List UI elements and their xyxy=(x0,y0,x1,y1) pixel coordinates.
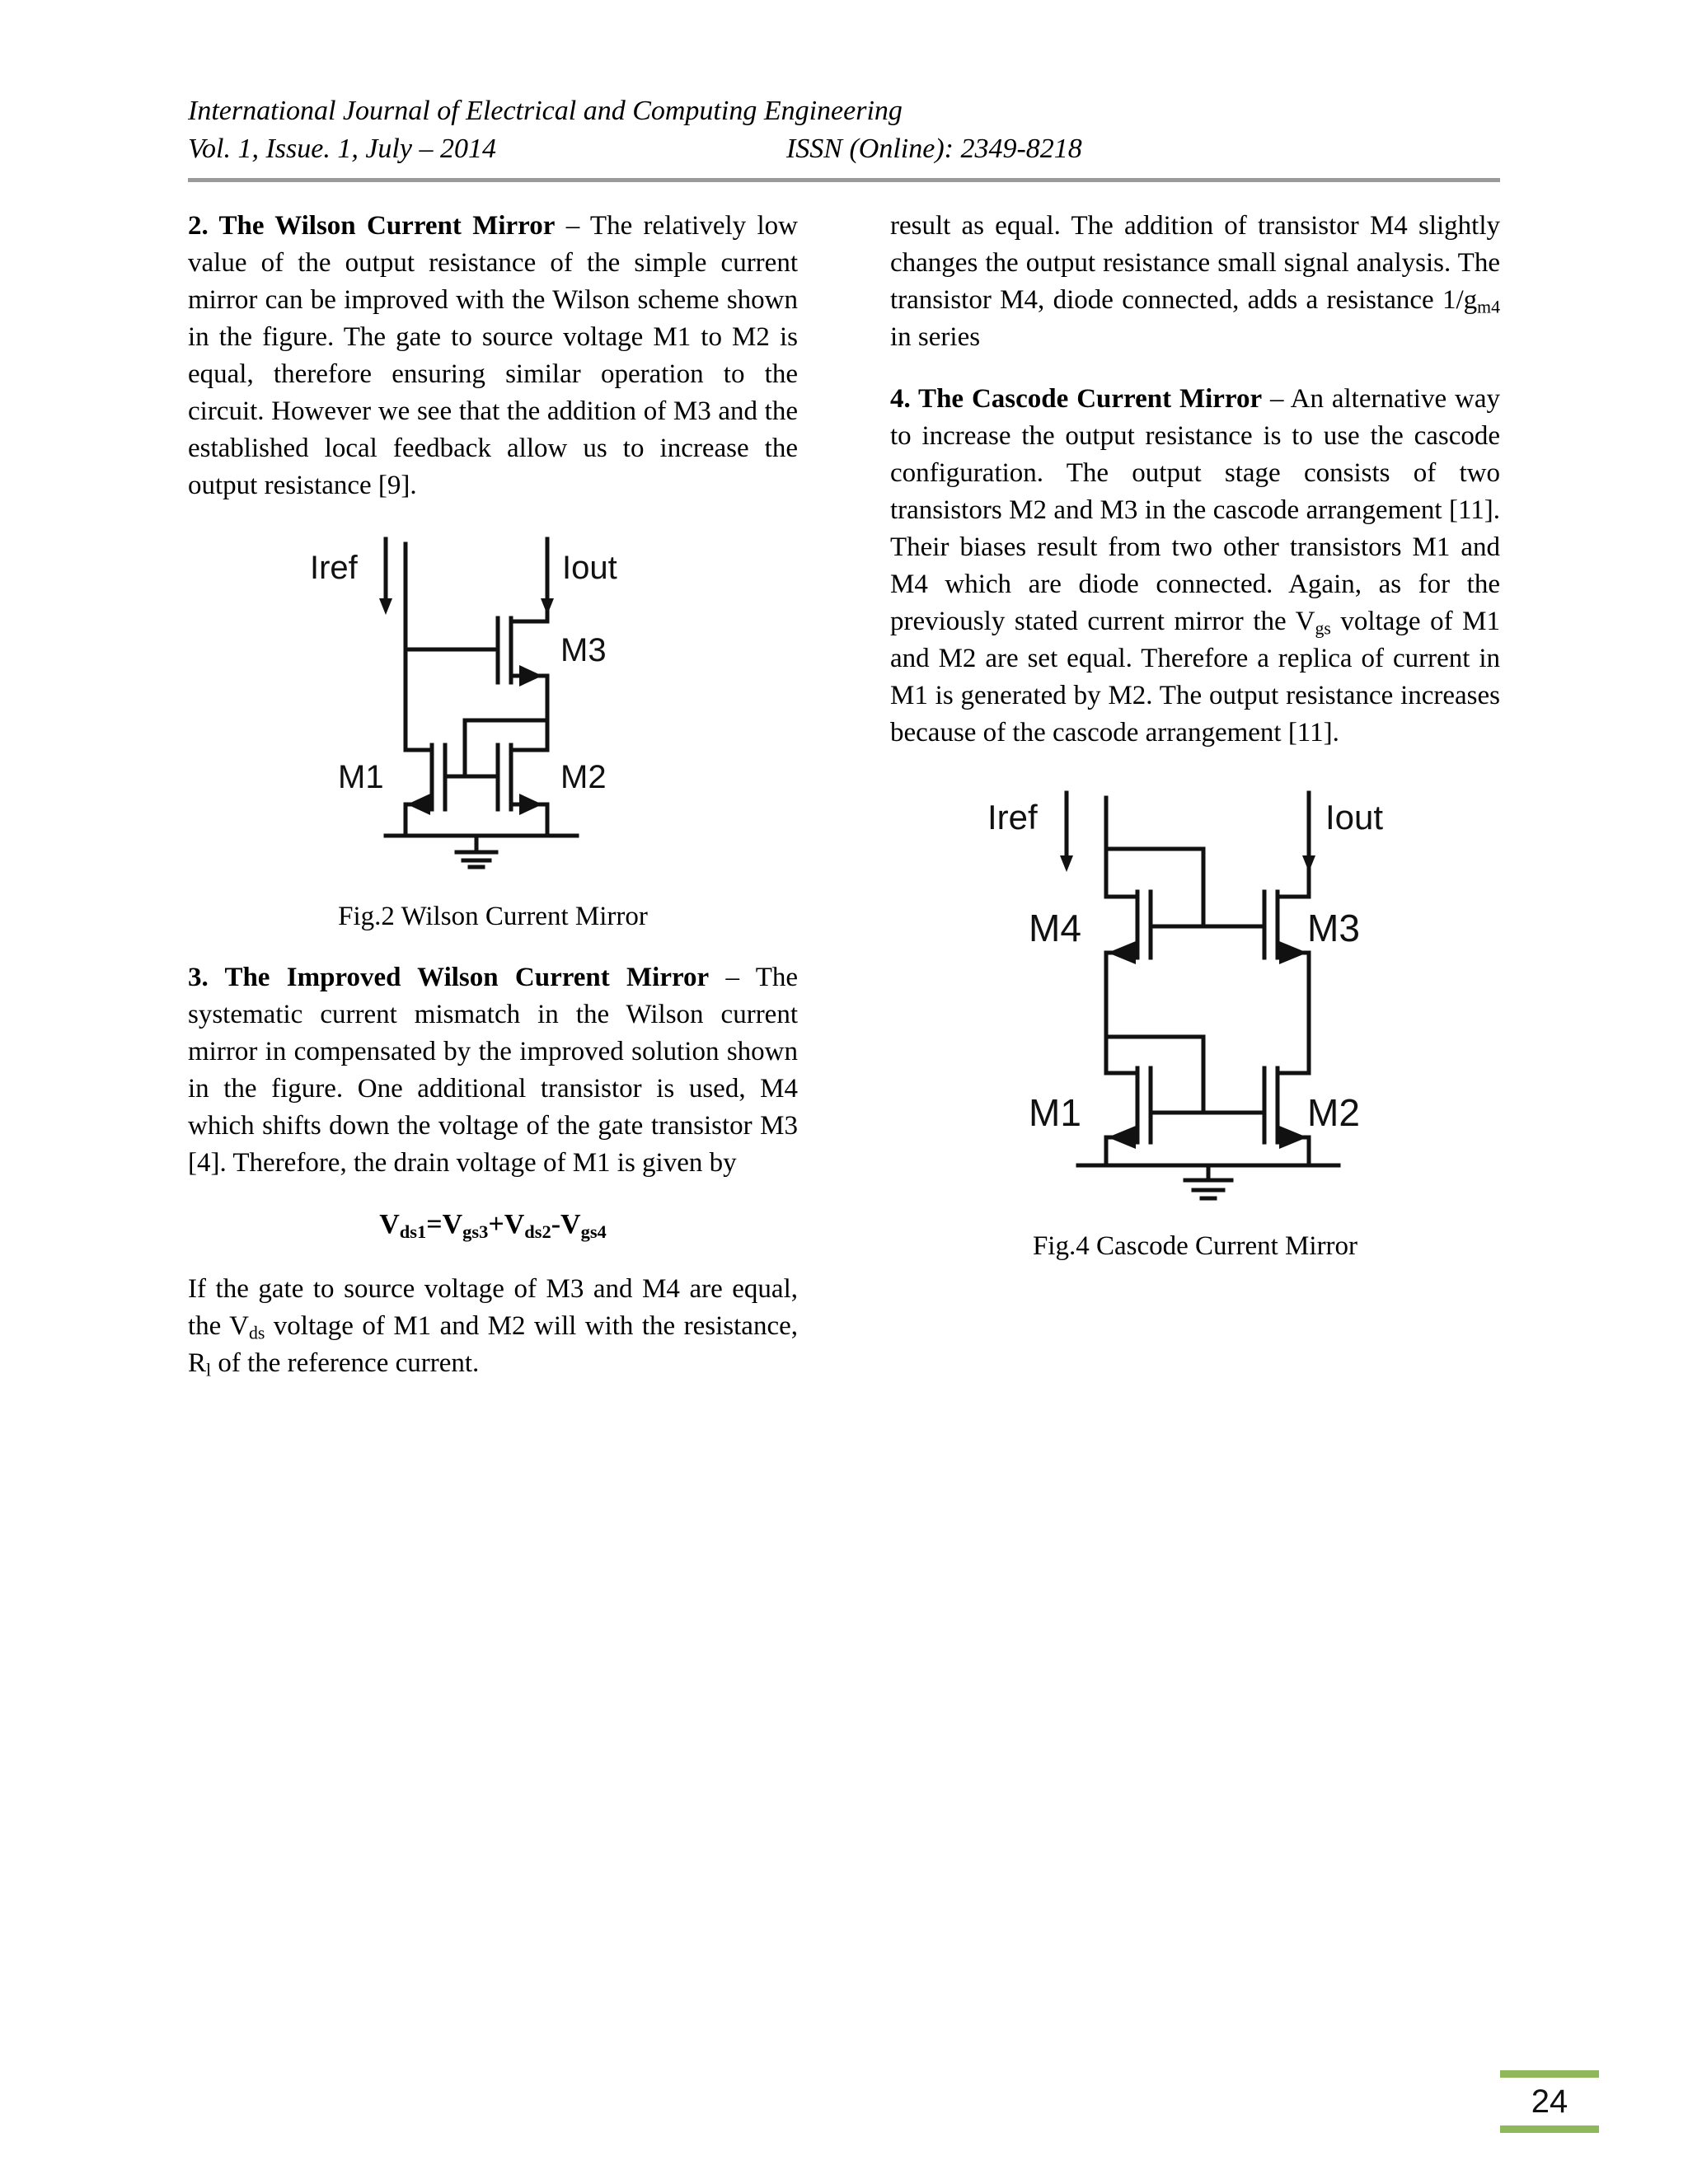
iout-arrowhead xyxy=(1302,855,1315,872)
figure-4-image xyxy=(890,780,1500,1208)
figure-4 xyxy=(890,780,1500,1264)
equation-op-1: = xyxy=(426,1209,443,1240)
equation-vds1 xyxy=(188,1207,798,1243)
header-divider xyxy=(188,178,1500,182)
equation-term-4-base: V xyxy=(560,1209,581,1240)
figure-4-label-m3: M3 xyxy=(1307,907,1360,949)
issn-text: ISSN (Online): 2349-8218 xyxy=(785,134,1082,164)
page-footer xyxy=(1500,2070,1599,2133)
figure-2-label-m1: M1 xyxy=(338,759,384,795)
figure-2-label-m2: M2 xyxy=(560,759,607,795)
section-3-heading: 3. The Improved Wilson Current Mirror xyxy=(188,963,710,992)
m1-source-arrow xyxy=(407,794,430,815)
equation-term-3-base: V xyxy=(504,1209,525,1240)
iref-arrowhead xyxy=(1060,855,1073,872)
section-3-body: The systematic current mismatch in the Wilson current mirror in compensated by the improved solution shown in the figure. One additional transistor is used, M4 which shifts down the voltage of the gate transistor M3 [4]. Therefore, the drain voltage of M1 is given by xyxy=(188,963,798,1178)
section-4-paragraph xyxy=(890,381,1500,752)
section-3-dash: – xyxy=(709,963,756,992)
section-2-paragraph xyxy=(188,208,798,504)
figure-4-label-iref: Iref xyxy=(987,798,1038,837)
figure-2-label-iref: Iref xyxy=(310,550,358,586)
closing-text-part-2: voltage of M1 and M2 will with the resistance, R xyxy=(188,1311,798,1378)
wilson-current-mirror-schematic xyxy=(303,529,682,875)
section-4-body-part-1: An alternative way to increase the output resistance is to use the cascode configuration. The output stage consists of two transistors M2 and M3 in the cascode arrangement [11]. Their biases result from two other transistors M1 and M4 which are diode connected. Again, as for the previously stated current mirror the V xyxy=(890,384,1500,636)
closing-sub-l: l xyxy=(206,1360,212,1380)
page-number: 24 xyxy=(1531,2083,1568,2120)
equation-term-4-sub: gs4 xyxy=(580,1221,607,1242)
equation-term-3-sub: ds2 xyxy=(524,1221,551,1242)
closing-text-part-3: of the reference current. xyxy=(211,1348,480,1378)
figure-2-image xyxy=(188,529,798,875)
m2-source-arrow xyxy=(1279,1126,1307,1149)
volume-issue-text: Vol. 1, Issue. 1, July – 2014 xyxy=(188,134,496,164)
figure-4-caption: Fig.4 Cascode Current Mirror xyxy=(1032,1231,1358,1261)
right-column xyxy=(890,208,1500,1264)
equation-term-1-sub: ds1 xyxy=(399,1221,427,1242)
section-4-dash: – xyxy=(1262,384,1291,414)
section-2-dash: – xyxy=(555,211,590,241)
figure-2 xyxy=(188,529,798,935)
continued-text: result as equal. The addition of transistor M4 slightly changes the output resistance small signal analysis. The transistor M4, diode connected, adds a resistance 1/g xyxy=(890,211,1500,315)
page-header xyxy=(188,92,1500,168)
iref-arrowhead xyxy=(379,598,392,615)
section-4-body-part-2: voltage of M1 and M2 are set equal. Therefore a replica of current in M1 is generated by M2. The output resistance increases because of the cascode arrangement [11]. xyxy=(890,607,1500,748)
left-column xyxy=(188,208,798,1382)
figure-4-label-m4: M4 xyxy=(1029,907,1081,949)
m1-source-arrow xyxy=(1108,1126,1136,1149)
closing-sub-ds: ds xyxy=(249,1323,265,1343)
journal-title: International Journal of Electrical and Computing Engineering xyxy=(188,96,903,126)
figure-2-label-m3: M3 xyxy=(560,632,607,668)
equation-op-2: + xyxy=(488,1209,504,1240)
equation-term-2-sub: gs3 xyxy=(462,1221,489,1242)
figure-2-label-iout: Iout xyxy=(562,550,617,586)
figure-2-caption: Fig.2 Wilson Current Mirror xyxy=(338,902,648,931)
cascode-current-mirror-schematic xyxy=(981,780,1409,1208)
figure-4-label-m1: M1 xyxy=(1029,1091,1081,1134)
continued-text-end: in series xyxy=(890,322,981,352)
footer-bar-top xyxy=(1500,2070,1599,2078)
m4-source-arrow xyxy=(1108,941,1136,964)
header-second-row xyxy=(188,130,1500,168)
section-2-heading: 2. The Wilson Current Mirror xyxy=(188,211,556,241)
continued-sub-m4: m4 xyxy=(1477,297,1500,317)
section-4-heading: 4. The Cascode Current Mirror xyxy=(890,384,1263,414)
figure-4-label-m2: M2 xyxy=(1307,1091,1360,1134)
m3-source-arrow xyxy=(519,665,542,687)
closing-text-part-1: If the gate to source voltage of M3 and M4 are equal, the V xyxy=(188,1274,798,1341)
equation-term-2-base: V xyxy=(442,1209,463,1240)
section-3-paragraph xyxy=(188,959,798,1182)
section-2-body: The relatively low value of the output resistance of the simple current mirror can be improved with the Wilson scheme shown in the figure. The gate to source voltage M1 to M2 is equal, therefore ensuring similar operation to the circuit. However we see that the addition of M3 and the established local feedback allow us to increase the output resistance [9]. xyxy=(188,211,798,500)
equation-op-3: - xyxy=(551,1209,561,1240)
section-3-closing-paragraph xyxy=(188,1271,798,1382)
iout-arrowhead xyxy=(541,598,554,615)
continued-paragraph xyxy=(890,208,1500,356)
footer-bar-bottom xyxy=(1500,2125,1599,2133)
m3-source-arrow xyxy=(1279,941,1307,964)
equation-term-1-base: V xyxy=(379,1209,400,1240)
figure-4-label-iout: Iout xyxy=(1325,798,1384,837)
section-4-sub-gs: gs xyxy=(1315,618,1331,639)
m2-source-arrow xyxy=(519,794,542,815)
